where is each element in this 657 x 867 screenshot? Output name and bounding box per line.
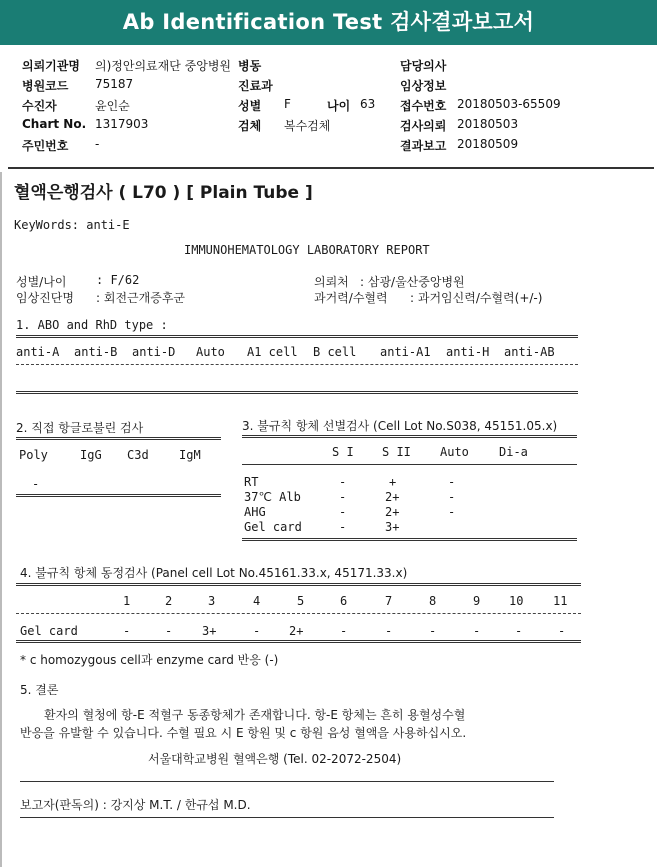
s1-col-anti-ab: anti-AB	[504, 345, 555, 359]
s4-title: 4. 불규칙 항체 동정검사 (Panel cell Lot No.45161.33.x, 45171.33.x)	[20, 566, 408, 580]
institution-label: 의뢰기관명	[22, 59, 80, 73]
meta-info	[0, 47, 657, 167]
s4-col: 11	[553, 594, 568, 608]
s3-cell: -	[339, 505, 347, 519]
s3-row-label: 37℃ Alb	[244, 490, 301, 504]
history-value: : 과거임신력/수혈력(+/-)	[410, 291, 543, 305]
report-value: 20180509	[457, 137, 519, 151]
s4-col: 5	[297, 594, 305, 608]
s3-row-label: AHG	[244, 505, 266, 519]
keywords: KeyWords: anti-E	[14, 218, 130, 232]
rule	[242, 435, 577, 438]
test-request-label: 검사의뢰	[400, 119, 447, 133]
s4-col: 3	[208, 594, 216, 608]
s1-col-anti-a: anti-A	[16, 345, 60, 359]
s4-col: 9	[473, 594, 481, 608]
s1-col-auto: Auto	[196, 345, 225, 359]
s4-col: 2	[165, 594, 173, 608]
s2-col-igm: IgM	[179, 448, 201, 462]
s3-title: 3. 불규칙 항체 선별검사 (Cell Lot No.S038, 45151.05.x)	[242, 419, 558, 433]
s4-col: 8	[429, 594, 437, 608]
s3-col-dia: Di-a	[499, 445, 528, 459]
rule	[16, 613, 581, 614]
s5-line-2: 반응을 유발할 수 있습니다. 수혈 필요 시 E 항원 및 c 항원 음성 혈액을 사용하십시오.	[20, 726, 467, 740]
patient-label: 수진자	[22, 99, 57, 113]
rule	[16, 391, 578, 394]
attending-label: 담당의사	[400, 59, 447, 73]
age-label: 나이	[327, 99, 351, 113]
s4-cell: -	[429, 624, 437, 638]
s4-cell: -	[558, 624, 566, 638]
rule	[16, 640, 581, 643]
rule	[242, 464, 577, 465]
s2-col-poly: Poly	[19, 448, 48, 462]
age-value: 63	[360, 97, 376, 111]
sex-value: F	[284, 97, 291, 111]
s1-col-anti-h: anti-H	[446, 345, 490, 359]
reporter: 보고자(판독의) : 강지상 M.T. / 한규섭 M.D.	[20, 798, 251, 812]
dept-label: 진료과	[238, 79, 273, 93]
s4-cell: -	[165, 624, 173, 638]
resident-no-value: -	[95, 137, 100, 151]
s4-cell: -	[385, 624, 393, 638]
s5-title: 5. 결론	[20, 683, 59, 697]
s3-cell: 2+	[385, 490, 400, 504]
sex-age-label: 성별/나이	[16, 275, 67, 289]
s1-col-a1-cell: A1 cell	[247, 345, 298, 359]
institution-value: 의)정안의료재단 중앙병원	[95, 59, 232, 73]
rule	[16, 364, 578, 365]
report-label: 결과보고	[400, 139, 447, 153]
rule	[16, 335, 578, 338]
s3-cell: -	[448, 490, 456, 504]
s3-cell: -	[339, 520, 347, 534]
s3-cell: -	[339, 475, 347, 489]
sex-age-value: : F/62	[96, 273, 140, 287]
report-title: 혈액은행검사 ( L70 ) [ Plain Tube ]	[14, 183, 313, 203]
divider	[8, 167, 654, 169]
s1-col-b-cell: B cell	[313, 345, 357, 359]
s4-col: 6	[340, 594, 348, 608]
clinical-info-label: 임상정보	[400, 79, 447, 93]
rule	[242, 538, 577, 541]
rule	[16, 583, 581, 586]
s2-col-c3d: C3d	[127, 448, 149, 462]
chart-no-value: 1317903	[95, 117, 149, 131]
s4-col: 7	[385, 594, 393, 608]
s3-cell: -	[448, 475, 456, 489]
rule	[16, 494, 221, 497]
referrer-label: 의뢰처	[314, 275, 349, 289]
sex-label: 성별	[238, 99, 262, 113]
s3-col-sii: S II	[382, 445, 411, 459]
s4-cell: -	[340, 624, 348, 638]
s2-title: 2. 직접 항글로불린 검사	[16, 421, 144, 435]
s4-cell: 2+	[289, 624, 304, 638]
diagnosis-value: : 회전근개증후군	[96, 291, 186, 305]
s4-col: 1	[123, 594, 131, 608]
patient-value: 윤인순	[95, 99, 130, 113]
report-header: Ab Identification Test 검사결과보고서	[0, 0, 657, 45]
s3-row-label: Gel card	[244, 520, 302, 534]
s5-line-1: 환자의 혈청에 항-E 적혈구 동종항체가 존재합니다. 항-E 항체는 흔히 용혈성수혈	[44, 708, 466, 722]
receipt-no-value: 20180503-65509	[457, 97, 561, 111]
resident-no-label: 주민번호	[22, 139, 69, 153]
scanned-report	[0, 172, 657, 867]
test-request-value: 20180503	[457, 117, 519, 131]
rule	[16, 437, 221, 440]
receipt-no-label: 접수번호	[400, 99, 447, 113]
s3-cell: +	[389, 475, 397, 489]
specimen-label: 검체	[238, 119, 262, 133]
s3-col-auto: Auto	[440, 445, 469, 459]
s1-title: 1. ABO and RhD type :	[16, 318, 168, 332]
s3-cell: 2+	[385, 505, 400, 519]
s4-cell: 3+	[202, 624, 217, 638]
s3-col-si: S I	[332, 445, 354, 459]
s1-col-anti-a1: anti-A1	[380, 345, 431, 359]
diagnosis-label: 임상진단명	[16, 291, 74, 305]
rule	[20, 781, 554, 782]
s4-col: 4	[253, 594, 261, 608]
hospital-code-value: 75187	[95, 77, 134, 91]
s1-col-anti-d: anti-D	[132, 345, 176, 359]
specimen-value: 복수검체	[284, 119, 331, 133]
s2-value: -	[32, 477, 40, 491]
s4-cell: -	[253, 624, 261, 638]
chart-no-label: Chart No.	[22, 117, 87, 131]
ward-label: 병동	[238, 59, 262, 73]
rule	[20, 817, 554, 818]
lab-title: IMMUNOHEMATOLOGY LABORATORY REPORT	[184, 243, 430, 257]
s3-row-label: RT	[244, 475, 259, 489]
s1-col-anti-b: anti-B	[74, 345, 118, 359]
s4-cell: -	[123, 624, 131, 638]
s3-cell: -	[448, 505, 456, 519]
s3-cell: 3+	[385, 520, 400, 534]
s4-cell: -	[473, 624, 481, 638]
institution-line: 서울대학교병원 혈액은행 (Tel. 02-2072-2504)	[148, 752, 402, 766]
hospital-code-label: 병원코드	[22, 79, 69, 93]
s3-cell: -	[339, 490, 347, 504]
s4-col: 10	[509, 594, 524, 608]
history-label: 과거력/수혈력	[314, 291, 388, 305]
referrer-value: : 삼광/울산중앙병원	[360, 275, 465, 289]
s4-row-label: Gel card	[20, 624, 78, 638]
s4-cell: -	[515, 624, 523, 638]
s2-col-igg: IgG	[80, 448, 102, 462]
s4-note: * c homozygous cell과 enzyme card 반응 (-)	[20, 653, 279, 667]
